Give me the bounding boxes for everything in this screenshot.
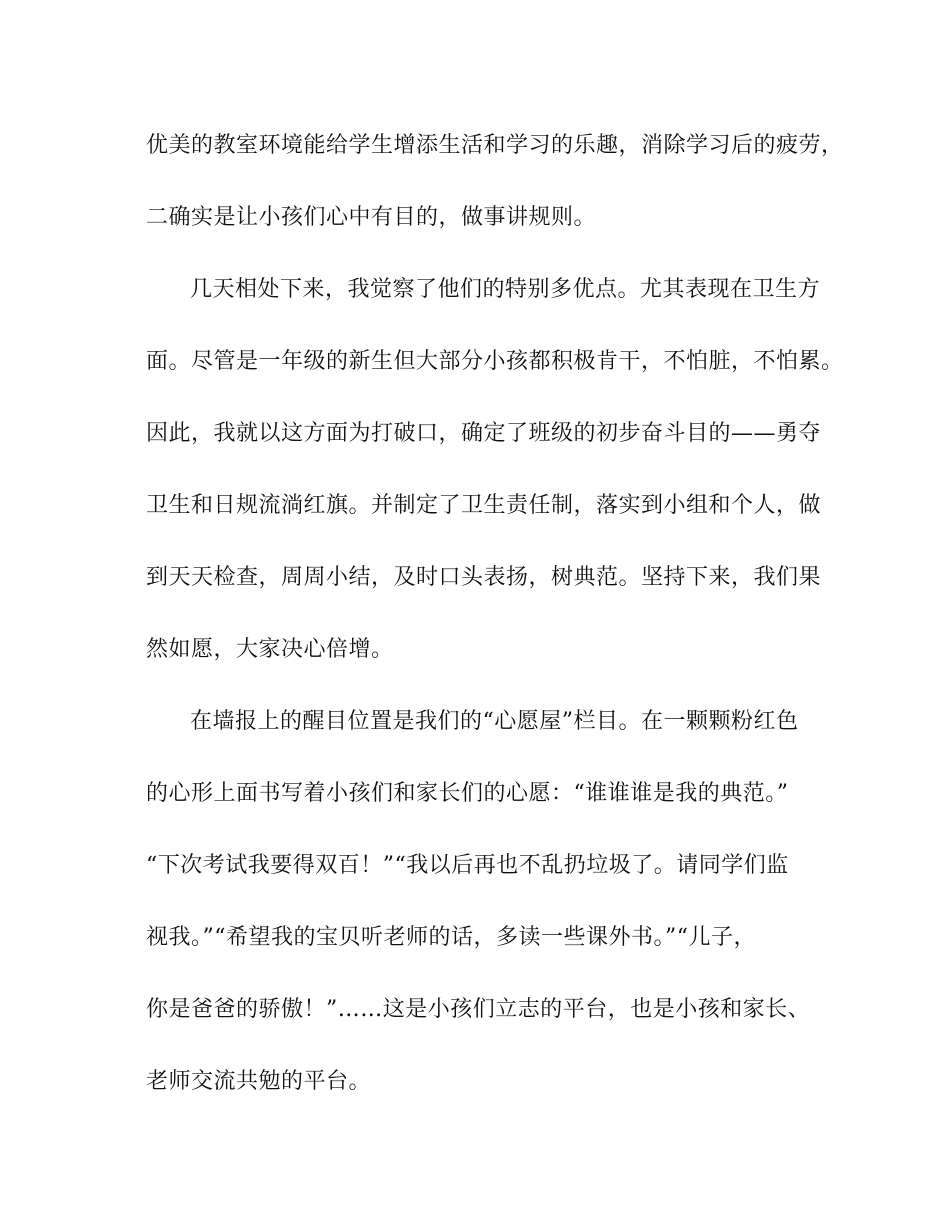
paragraph-line: 视我。”“希望我的宝贝听老师的话，多读一些课外书。”“儿子，	[146, 925, 756, 950]
paragraph-line: 你是爸爸的骄傲！”……这是小孩们立志的平台，也是小孩和家长、	[146, 997, 811, 1022]
paragraph-line: “下次考试我要得双百！”“我以后再也不乱扔垃圾了。请同学们监	[146, 853, 789, 878]
paragraph-line: 因此，我就以这方面为打破口，确定了班级的初步奋斗目的——勇夺	[146, 421, 822, 446]
paragraph-line: 然如愿，大家决心倍增。	[146, 637, 394, 662]
paragraph-line: 优美的教室环境能给学生增添生活和学习的乐趣，消除学习后的疲劳，	[146, 133, 844, 158]
paragraph-line: 二确实是让小孩们心中有目的，做事讲规则。	[146, 205, 597, 230]
paragraph-line: 面。尽管是一年级的新生但大部分小孩都积极肯干，不怕脏，不怕累。	[146, 349, 844, 374]
paragraph-line: 老师交流共勉的平台。	[146, 1069, 372, 1094]
paragraph-line: 卫生和日规流淌红旗。并制定了卫生责任制，落实到小组和个人，做	[146, 493, 822, 518]
paragraph-line: 在墙报上的醒目位置是我们的“心愿屋”栏目。在一颗颗粉红色	[190, 709, 799, 734]
paragraph-line: 到天天检查，周周小结，及时口头表扬，树典范。坚持下来，我们果	[146, 565, 822, 590]
paragraph-line: 的心形上面书写着小孩们和家长们的心愿：“谁谁谁是我的典范。”	[146, 781, 789, 806]
paragraph-line: 几天相处下来，我觉察了他们的特别多优点。尤其表现在卫生方	[190, 277, 821, 302]
